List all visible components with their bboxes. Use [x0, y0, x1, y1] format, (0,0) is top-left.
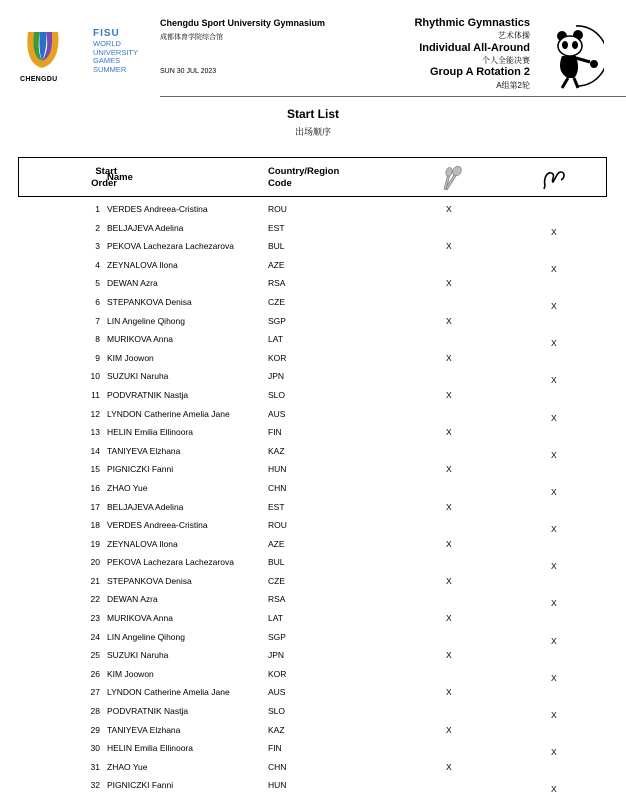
clubs-mark-cell: X — [446, 278, 452, 289]
clubs-mark-cell: X — [446, 501, 452, 512]
athlete-name-cell: VERDES Andreea-Cristina — [107, 204, 208, 214]
ribbon-mark-cell: X — [551, 412, 557, 423]
country-code-cell: EST — [268, 501, 285, 512]
athlete-name-cell: VERDES Andreea-Cristina — [107, 520, 208, 531]
start-order-cell: 22 — [90, 594, 100, 605]
ribbon-mark-cell: X — [551, 524, 557, 535]
sport-title-cn: 艺术体操 — [498, 31, 530, 40]
athlete-name-cell: HELIN Emilia Ellinoora — [107, 743, 193, 754]
clubs-mark-cell: X — [446, 204, 452, 214]
start-list-table — [0, 201, 626, 796]
country-code-cell: CHN — [268, 761, 287, 772]
table-row — [0, 331, 626, 350]
country-code-cell: BUL — [268, 241, 285, 252]
table-row — [0, 591, 626, 610]
table-row — [0, 238, 626, 257]
athlete-name-cell: KIM Joowon — [107, 352, 154, 363]
table-header — [18, 157, 607, 197]
event-title: Individual All-Around — [419, 42, 530, 54]
country-code-cell: SGP — [268, 315, 286, 326]
start-order-cell: 15 — [90, 464, 100, 475]
athlete-name-cell: LIN Angeline Qihong — [107, 631, 185, 642]
table-row — [0, 740, 626, 759]
table-row — [0, 424, 626, 443]
ribbon-mark-cell: X — [551, 263, 557, 274]
ribbon-mark-cell: X — [551, 226, 557, 237]
ribbon-mark-cell: X — [551, 672, 557, 683]
table-row — [0, 499, 626, 518]
column-start-order-line: Order — [91, 178, 117, 189]
start-order-cell: 20 — [90, 557, 100, 568]
rotation-title-cn: A组第2轮 — [496, 81, 530, 90]
table-row — [0, 703, 626, 722]
fisu-logo-line: SUMMER — [93, 64, 127, 74]
page-title-cn: 出场顺序 — [294, 127, 331, 137]
country-code-cell: AUS — [268, 687, 286, 698]
ribbon-mark-cell: X — [551, 710, 557, 721]
start-order-cell: 25 — [90, 650, 100, 661]
athlete-name-cell: LIN Angeline Qihong — [107, 315, 185, 326]
athlete-name-cell: DEWAN Azra — [107, 278, 158, 289]
athlete-name-cell: ZEYNALOVA Ilona — [107, 538, 178, 549]
table-row — [0, 517, 626, 536]
start-order-cell: 30 — [90, 743, 100, 754]
start-order-cell: 23 — [90, 613, 100, 624]
ribbon-mark-cell: X — [551, 375, 557, 386]
country-code-cell: ROU — [268, 520, 287, 531]
start-order-cell: 31 — [90, 761, 100, 772]
table-row — [0, 684, 626, 703]
table-row — [0, 387, 626, 406]
column-country-code-line: Country/Region — [268, 166, 340, 177]
chengdu-logo — [22, 28, 64, 76]
table-row — [0, 573, 626, 592]
start-order-cell: 11 — [91, 389, 100, 400]
start-order-cell: 1 — [95, 204, 100, 214]
country-code-cell: KOR — [268, 668, 287, 679]
athlete-name-cell: TANIYEVA Elzhana — [107, 724, 181, 735]
table-row — [0, 666, 626, 685]
clubs-mark-cell: X — [446, 241, 452, 252]
table-row — [0, 647, 626, 666]
fisu-logo-line: WORLD — [93, 39, 121, 48]
clubs-mark-cell: X — [446, 613, 452, 624]
table-row — [0, 610, 626, 629]
clubs-icon — [437, 165, 465, 196]
clubs-mark-cell: X — [446, 464, 452, 475]
country-code-cell: SGP — [268, 631, 286, 642]
athlete-name-cell: SUZUKI Naruha — [107, 371, 169, 382]
athlete-name-cell: PIGNICZKI Fanni — [107, 464, 174, 475]
athlete-name-cell: BELJAJEVA Adelina — [107, 222, 184, 233]
country-code-cell: BUL — [268, 557, 285, 568]
event-title-cn: 个人全能决赛 — [482, 56, 530, 65]
clubs-mark-cell: X — [446, 575, 452, 586]
ribbon-mark-cell: X — [551, 486, 557, 497]
event-date: SUN 30 JUL 2023 — [160, 68, 217, 75]
athlete-name-cell: PEKOVA Lachezara Lachezarova — [107, 241, 234, 252]
start-order-cell: 19 — [90, 538, 100, 549]
table-row — [0, 777, 626, 796]
country-code-cell: HUN — [268, 780, 287, 791]
ribbon-mark-cell: X — [551, 561, 557, 572]
ribbon-mark-cell: X — [551, 598, 557, 609]
table-row — [0, 257, 626, 276]
country-code-cell: KAZ — [268, 445, 285, 456]
table-row — [0, 313, 626, 332]
athlete-name-cell: SUZUKI Naruha — [107, 650, 169, 661]
rhythmic-gymnastics-pictogram — [548, 22, 604, 92]
table-row — [0, 722, 626, 741]
country-code-cell: FIN — [268, 743, 282, 754]
athlete-name-cell: MURIKOVA Anna — [107, 613, 173, 624]
clubs-mark-cell: X — [446, 315, 452, 326]
country-code-cell: AZE — [268, 259, 285, 270]
column-country-code — [268, 166, 339, 190]
start-order-cell: 18 — [90, 520, 100, 531]
athlete-name-cell: STEPANKOVA Denisa — [107, 575, 192, 586]
table-row — [0, 220, 626, 239]
rotation-title: Group A Rotation 2 — [429, 66, 530, 78]
fisu-logo-title: FISU — [93, 28, 120, 39]
table-row — [0, 461, 626, 480]
fisu-logo — [93, 28, 138, 74]
start-order-cell: 2 — [95, 222, 100, 233]
country-code-cell: KAZ — [268, 724, 285, 735]
clubs-mark-cell: X — [446, 650, 452, 661]
start-order-cell: 32 — [90, 780, 100, 791]
table-row — [0, 629, 626, 648]
athlete-name-cell: KIM Joowon — [107, 668, 154, 679]
fisu-logo-line: GAMES — [93, 56, 121, 65]
table-row — [0, 443, 626, 462]
start-order-cell: 17 — [90, 501, 100, 512]
start-order-cell: 28 — [90, 706, 100, 717]
column-country-code-line: Code — [268, 178, 292, 189]
athlete-name-cell: HELIN Emilia Ellinoora — [107, 427, 193, 438]
start-order-cell: 9 — [95, 352, 100, 363]
athlete-name-cell: PODVRATNIK Nastja — [107, 706, 189, 717]
table-row — [0, 406, 626, 425]
ribbon-mark-cell: X — [551, 747, 557, 758]
ribbon-icon — [541, 166, 567, 195]
start-order-cell: 8 — [95, 334, 100, 345]
table-row — [0, 350, 626, 369]
ribbon-mark-cell: X — [551, 300, 557, 311]
table-row — [0, 554, 626, 573]
country-code-cell: CHN — [268, 482, 287, 493]
country-code-cell: EST — [268, 222, 285, 233]
clubs-mark-cell: X — [446, 687, 452, 698]
country-code-cell: SLO — [268, 706, 286, 717]
athlete-name-cell: PODVRATNIK Nastja — [107, 389, 189, 400]
athlete-name-cell: LYNDON Catherine Amelia Jane — [107, 687, 230, 698]
table-row — [0, 759, 626, 778]
athlete-name-cell: TANIYEVA Elzhana — [107, 445, 181, 456]
table-row — [0, 294, 626, 313]
clubs-mark-cell: X — [446, 389, 452, 400]
start-order-cell: 12 — [90, 408, 100, 419]
clubs-mark-cell: X — [446, 538, 452, 549]
athlete-name-cell: PEKOVA Lachezara Lachezarova — [107, 557, 234, 568]
start-order-cell: 4 — [95, 259, 100, 270]
athlete-name-cell: ZHAO Yue — [107, 761, 148, 772]
athlete-name-cell: STEPANKOVA Denisa — [107, 296, 192, 307]
athlete-name-cell: ZHAO Yue — [107, 482, 148, 493]
venue-name: Chengdu Sport University Gymnasium — [160, 18, 326, 28]
clubs-mark-cell: X — [446, 352, 452, 363]
athlete-name-cell: BELJAJEVA Adelina — [107, 501, 184, 512]
start-order-cell: 24 — [90, 631, 100, 642]
country-code-cell: LAT — [268, 334, 283, 345]
table-row — [0, 536, 626, 555]
table-row — [0, 480, 626, 499]
country-code-cell: JPN — [268, 371, 285, 382]
clubs-mark-cell: X — [446, 761, 452, 772]
country-code-cell: SLO — [268, 389, 286, 400]
country-code-cell: RSA — [268, 594, 286, 605]
table-row — [0, 201, 626, 220]
start-order-cell: 26 — [90, 668, 100, 679]
venue-name-cn: 成都体育学院综合馆 — [160, 34, 223, 41]
ribbon-mark-cell: X — [551, 449, 557, 460]
start-order-cell: 6 — [95, 296, 100, 307]
chengdu-logo-text: CHENGDU — [20, 76, 58, 83]
country-code-cell: CZE — [268, 296, 285, 307]
page-title: Start List — [286, 107, 339, 121]
country-code-cell: AUS — [268, 408, 286, 419]
athlete-name-cell: LYNDON Catherine Amelia Jane — [107, 408, 230, 419]
ribbon-mark-cell: X — [551, 635, 557, 646]
clubs-mark-cell: X — [446, 724, 452, 735]
start-order-cell: 27 — [90, 687, 100, 698]
country-code-cell: RSA — [268, 278, 286, 289]
athlete-name-cell: PIGNICZKI Fanni — [107, 780, 174, 791]
table-row — [0, 368, 626, 387]
ribbon-mark-cell: X — [551, 784, 557, 795]
country-code-cell: JPN — [268, 650, 285, 661]
table-row — [0, 275, 626, 294]
country-code-cell: AZE — [268, 538, 285, 549]
start-order-cell: 16 — [90, 482, 100, 493]
country-code-cell: ROU — [268, 204, 287, 214]
header-divider — [160, 96, 626, 97]
country-code-cell: FIN — [268, 427, 282, 438]
start-order-cell: 5 — [95, 278, 100, 289]
column-start-order-line: Start — [95, 166, 117, 177]
athlete-name-cell: DEWAN Azra — [107, 594, 158, 605]
athlete-name-cell: MURIKOVA Anna — [107, 334, 173, 345]
start-order-cell: 14 — [90, 445, 100, 456]
fisu-logo-line: UNIVERSITY — [93, 47, 139, 57]
start-order-cell: 13 — [90, 427, 100, 438]
ribbon-mark-cell: X — [551, 338, 557, 349]
athlete-name-cell: ZEYNALOVA Ilona — [107, 259, 178, 270]
country-code-cell: CZE — [268, 575, 285, 586]
start-order-cell: 21 — [90, 575, 100, 586]
sport-title: Rhythmic Gymnastics — [414, 17, 530, 29]
start-order-cell: 3 — [95, 241, 100, 252]
column-name: Name — [107, 172, 133, 183]
country-code-cell: LAT — [268, 613, 283, 624]
clubs-mark-cell: X — [446, 427, 452, 438]
start-order-cell: 29 — [90, 724, 100, 735]
start-order-cell: 7 — [95, 315, 100, 326]
start-order-cell: 10 — [90, 371, 100, 382]
country-code-cell: HUN — [268, 464, 287, 475]
country-code-cell: KOR — [268, 352, 287, 363]
